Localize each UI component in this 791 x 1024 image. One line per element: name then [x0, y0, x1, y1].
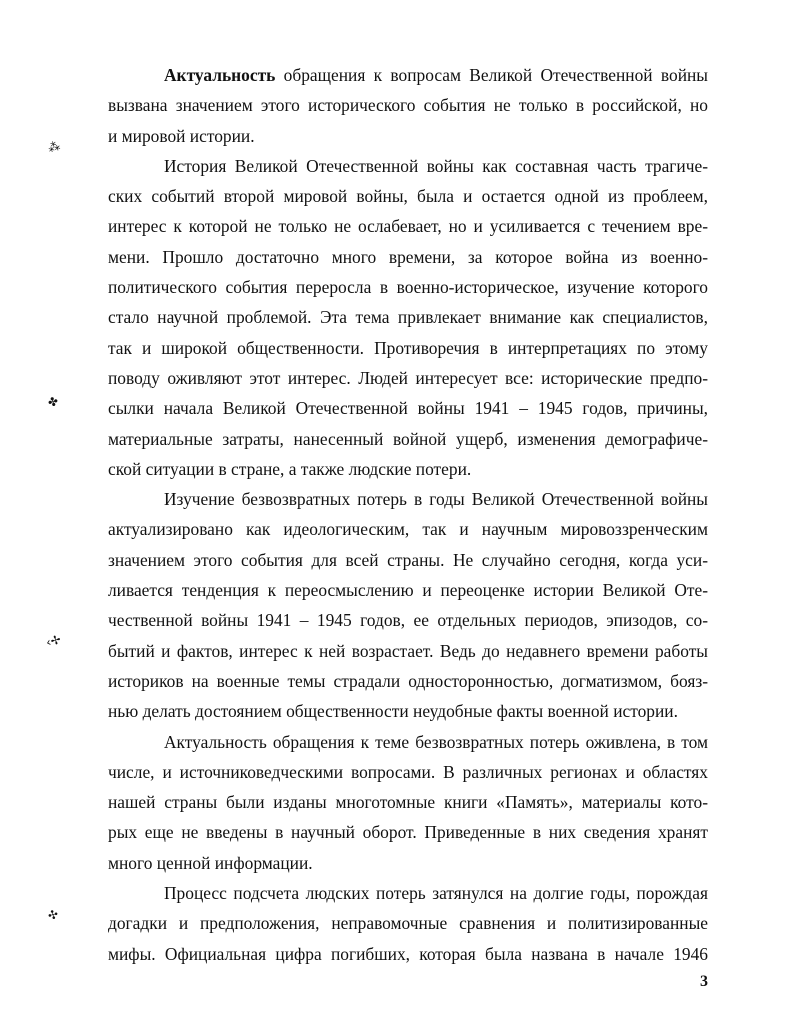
margin-ink-mark-icon: ✣ [46, 906, 60, 924]
text-line [108, 60, 708, 90]
text-line: чественной войны 1941 – 1945 годов, ее отдельных периодов, эпизодов, со- [108, 610, 708, 631]
text-line: История Великой Отечественной войны как составная часть трагиче- [164, 155, 708, 176]
paragraph-5 [108, 878, 708, 969]
text-line: мифы. Официальная цифра погибших, которая была названа в начале 1946 [108, 943, 708, 964]
text-line: ливается тенденция к переосмыслению и переоценке истории Великой Оте- [108, 580, 708, 601]
text-line: историков на военные темы страдали односторонностью, догматизмом, бояз- [108, 670, 708, 691]
text-line: нью делать достоянием общественности неудобные факты военной истории. [108, 701, 678, 722]
text-line: интерес к которой не только не ослабевает, но и усиливается с течением вре- [108, 216, 708, 237]
paragraph-2 [108, 151, 708, 484]
text-line: Процесс подсчета людских потерь затянулся на долгие годы, порождая [164, 883, 708, 904]
text-line: бытий и фактов, интерес к ней возрастает. Ведь до недавнего времени работы [108, 640, 708, 661]
text-line: мени. Прошло достаточно много времени, за которое война из военно- [108, 246, 708, 267]
text-line: Актуальность обращения к теме безвозвратных потерь оживлена, в том [164, 731, 708, 752]
text-line: материальные затраты, нанесенный войной ущерб, изменения демографиче- [108, 428, 708, 449]
paragraph-4 [108, 727, 708, 878]
text-line: сылки начала Великой Отечественной войны 1941 – 1945 годов, причины, [108, 398, 708, 419]
text-line: числе, и источниковедческими вопросами. В различных регионах и областях [108, 761, 708, 782]
page-number: 3 [700, 973, 708, 990]
margin-ink-mark-icon: ‹✢ [44, 632, 63, 650]
line-text: обращения к вопросам Великой Отечественной войны [275, 65, 708, 85]
paragraph-1 [108, 60, 708, 151]
paragraph-3 [108, 484, 708, 726]
text-line: вызвана значением этого исторического события не только в российской, но [108, 95, 708, 116]
text-line: рых еще не введены в научный оборот. Приведенные в них сведения хранят [108, 822, 708, 843]
text-line: догадки и предположения, неправомочные сравнения и политизированные [108, 913, 708, 934]
text-line: поводу оживляют этот интерес. Людей интересует все: исторические предпо- [108, 367, 708, 388]
bold-lead-word: Актуальность [164, 65, 276, 85]
text-line: стало научной проблемой. Эта тема привлекает внимание как специалистов, [108, 307, 708, 328]
body-text [108, 60, 708, 969]
text-line: актуализировано как идеологическим, так и научным мировоззренческим [108, 519, 708, 540]
text-line: ской ситуации в стране, а также людские потери. [108, 458, 472, 479]
text-line: значением этого события для всей страны. Не случайно сегодня, когда уси- [108, 549, 708, 570]
text-line: так и широкой общественности. Противоречия в интерпретациях по этому [108, 337, 708, 358]
text-line: Изучение безвозвратных потерь в годы Великой Отечественной войны [164, 489, 708, 510]
text-line: много ценной информации. [108, 852, 313, 873]
text-line: ских событий второй мировой войны, была и остается одной из проблеем, [108, 186, 708, 207]
margin-ink-mark-icon: ✤ [46, 393, 60, 411]
text-line: нашей страны были изданы многотомные книги «Память», материалы кото- [108, 792, 708, 813]
text-line: и мировой истории. [108, 125, 255, 146]
margin-ink-mark-icon: ⁂ [46, 138, 62, 156]
text-line: политического события переросла в военно-историческое, изучение которого [108, 277, 708, 298]
